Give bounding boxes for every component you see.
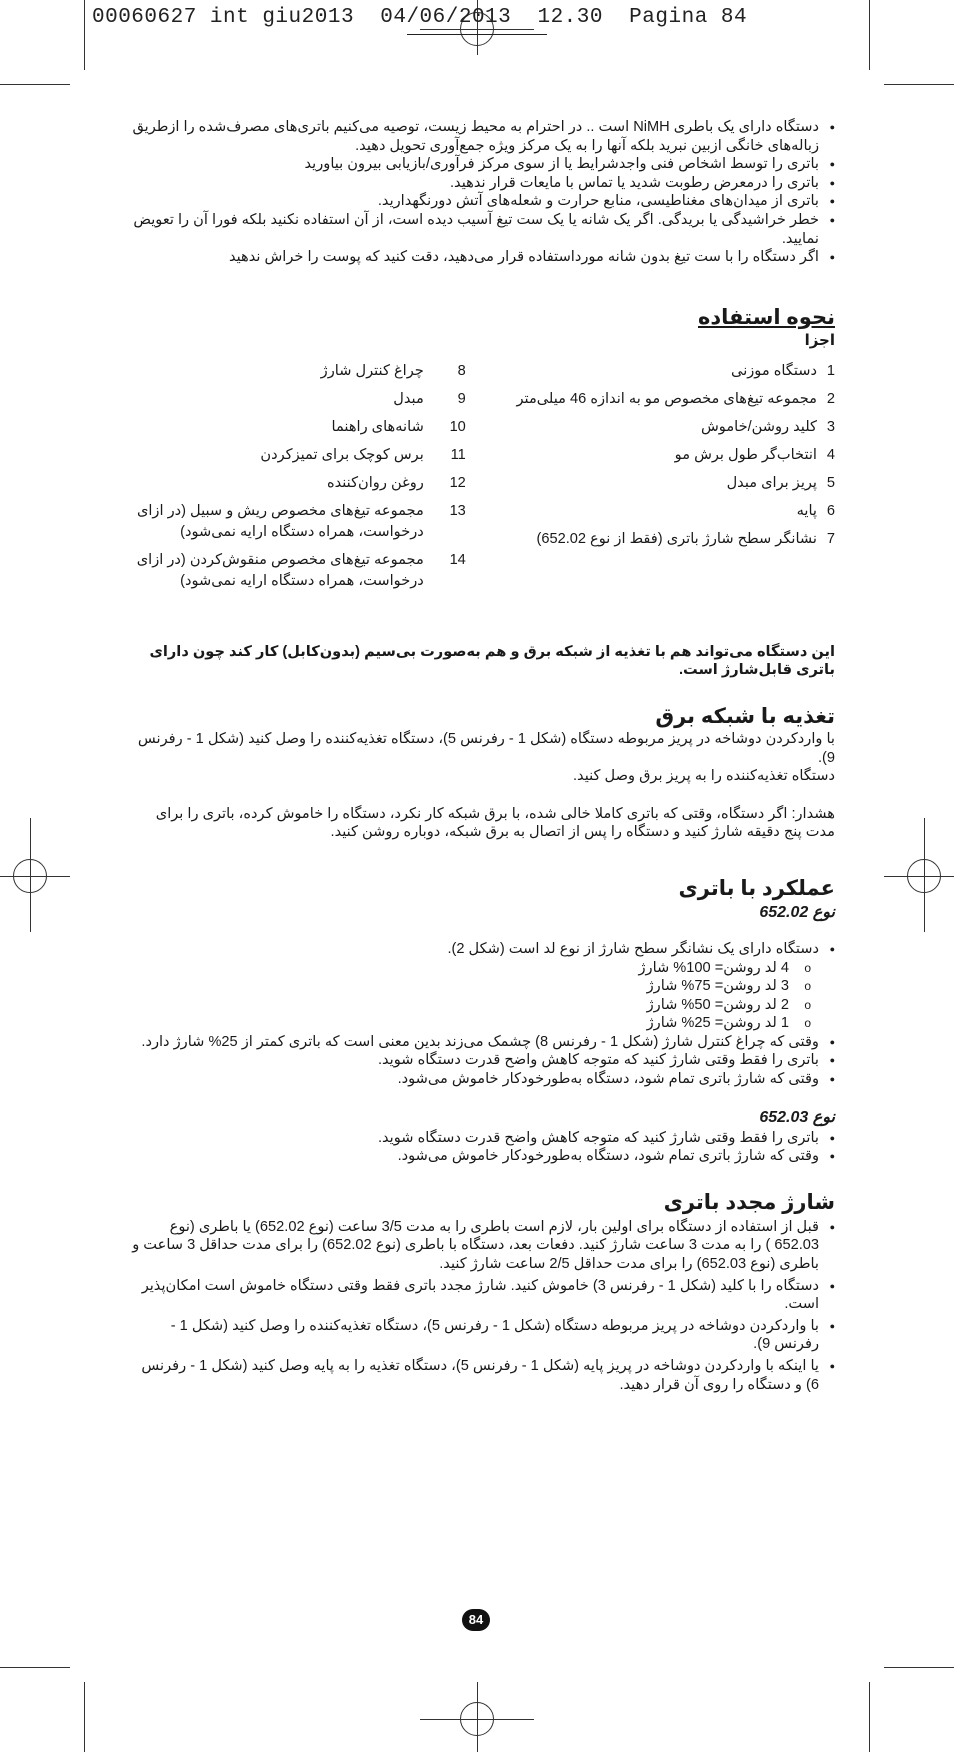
crop-mark	[884, 84, 954, 85]
part-label: مجموعه تیغ‌های مخصوص ریش و سبیل (در ازای درخواست، همراه دستگاه ارایه نمی‌شود)	[136, 502, 424, 540]
model-label: نوع 652.02	[759, 903, 835, 921]
part-number: 10	[449, 418, 466, 435]
part-number: 4	[826, 446, 835, 463]
battery-bullets-continued	[125, 1033, 835, 1089]
list-item: ● باتری را فقط وقتی شارژ کنید که متوجه کاهش واضح قدرت دستگاه شوید.	[125, 1051, 835, 1070]
parts-title: اجزا	[804, 331, 835, 349]
part-label: برس کوچک برای تمیزکردن	[260, 446, 424, 463]
part-item	[125, 445, 466, 466]
part-item	[125, 361, 466, 382]
section-title-battery: عملکرد با باتری	[678, 876, 835, 900]
part-item	[494, 501, 835, 522]
list-item: ● باتری را درمعرض رطوبت شدید یا تماس با مایعات قرار ندهید.	[125, 174, 835, 193]
part-number: 7	[826, 530, 835, 547]
part-item	[494, 445, 835, 466]
part-item	[494, 361, 835, 382]
part-number: 13	[449, 502, 466, 519]
list-item: ● یا اینکه با واردکردن دوشاخه در پریز پایه (شکل 1 - رفرنس 5)، دستگاه تغذیه را به پایه وصل کنید (شکل 1 - رفرنس 6) و دستگاه را روی آن قرار دهید.	[125, 1357, 835, 1394]
led-level-item: o 1 لد روشن= 25% شارژ	[125, 1014, 835, 1033]
list-item: ● وقتی که چراغ کنترل شارژ (شکل 1 - رفرنس 8) چشمک می‌زند بدین معنی است که باتری کمتر از 25% شارژ دارد.	[125, 1033, 835, 1052]
paragraph: دستگاه تغذیه‌کننده را به پریز برق وصل کنید.	[573, 768, 835, 785]
list-item: ● باتری از میدان‌های مغناطیسی، منابع حرارت و شعله‌های آتش دورنگهدارید.	[125, 192, 835, 211]
parts-column-right	[494, 361, 835, 599]
list-item: ● اگر دستگاه را با ست تیغ بدون شانه مورداستفاده قرار می‌دهید، دقت کنید که پوست را خراش ندهید	[125, 248, 835, 267]
list-item: ● دستگاه دارای یک نشانگر سطح شارژ از نوع لد است (شکل 2).	[125, 940, 835, 959]
crop-mark	[884, 1667, 954, 1668]
list-item: ● باتری را توسط اشخاص فنی واجدشرایط یا از سوی مرکز فرآوری/بازیابی بیرون بیاورید	[125, 155, 835, 174]
part-number: 11	[450, 446, 466, 463]
slug-underline	[407, 34, 547, 35]
part-label: نشانگر سطح شارژ باتری (فقط از نوع 652.02)	[536, 530, 817, 547]
part-number: 12	[449, 474, 466, 491]
part-number: 9	[457, 390, 466, 407]
part-number: 3	[826, 418, 835, 435]
part-label: مجموعه تیغ‌های مخصوص منقوش‌کردن (در ازای درخواست، همراه دستگاه ارایه نمی‌شود)	[136, 551, 424, 589]
led-level-item: o 4 لد روشن= 100% شارژ	[125, 959, 835, 978]
part-number: 1	[826, 362, 835, 379]
part-number: 2	[826, 390, 835, 407]
registration-circle	[13, 859, 47, 893]
list-item: ● دستگاه را با کلید (شکل 1 - رفرنس 3) خاموش کنید. شارژ مجدد باتری فقط وقتی دستگاه خاموش است امکان‌پذیر است.	[125, 1277, 835, 1314]
list-item: ● خطر خراشیدگی یا بریدگی. اگر یک شانه یا یک ست تیغ آسیب دیده است، از آن استفاده نکنید بلکه فورا آن را تعویض نمایید.	[125, 211, 835, 248]
list-item: ● وقتی که شارژ باتری تمام شود، دستگاه به‌طورخودکار خاموش می‌شود.	[125, 1147, 835, 1166]
crop-mark	[84, 0, 85, 70]
part-label: کلید روشن/خاموش	[700, 418, 817, 435]
part-label: مجموعه تیغ‌های مخصوص مو به اندازه 46 میلی‌متر	[516, 390, 817, 407]
parts-column-left	[125, 361, 466, 599]
parts-list	[125, 361, 835, 599]
list-item: ● با واردکردن دوشاخه در پریز مربوطه دستگاه (شکل 1 - رفرنس 5)، دستگاه تغذیه‌کننده را وصل کنید (شکل 1 - رفرنس 9).	[125, 1317, 835, 1354]
part-label: انتخاب‌گر طول برش مو	[674, 446, 817, 463]
registration-circle	[460, 1702, 494, 1736]
registration-circle	[907, 859, 941, 893]
part-label: چراغ کنترل شارژ	[320, 362, 424, 379]
led-level-item: o 3 لد روشن= 75% شارژ	[125, 977, 835, 996]
part-item	[494, 473, 835, 494]
warning-paragraph: هشدار: اگر دستگاه، وقتی که باتری کاملا خالی شده، با برق شبکه کار نکرد، دستگاه را خاموش کرده، باتری را برای مدت پنج دقیقه شارژ کنید و دستگاه را پس از اتصال به برق شبکه، دوباره روشن کنید.	[155, 805, 835, 841]
part-item	[494, 417, 835, 438]
model-label: نوع 652.03	[759, 1108, 835, 1126]
list-item: ● دستگاه دارای یک باطری NiMH است .. در احترام به محیط زیست، توصیه می‌کنیم باتری‌های مصرف‌شده را ازطریق زباله‌های خانگی ازبین نبرید بلکه آنها را به یک مرکز ویژه جمع‌آوری تحویل دهید.	[125, 118, 835, 155]
printer-slug: 00060627 int giu2013 04/06/2013 12.30 Pagina 84	[92, 6, 748, 29]
part-item	[494, 529, 835, 550]
part-number: 6	[826, 502, 835, 519]
part-item	[125, 501, 466, 543]
crop-mark	[869, 0, 870, 70]
led-level-item: o 2 لد روشن= 50% شارژ	[125, 996, 835, 1015]
part-label: پایه	[796, 502, 817, 519]
part-number: 5	[826, 474, 835, 491]
part-number: 14	[449, 551, 466, 568]
part-label: شانه‌های راهنما	[331, 418, 424, 435]
led-levels	[125, 959, 835, 1033]
part-item	[494, 389, 835, 410]
part-label: دستگاه موزنی	[731, 362, 817, 379]
part-label: مبدل	[393, 390, 424, 407]
battery-bullets-model2	[125, 1129, 835, 1166]
part-number: 8	[457, 362, 466, 379]
list-item: ● باتری را فقط وقتی شارژ کنید که متوجه کاهش واضح قدرت دستگاه شوید.	[125, 1129, 835, 1148]
section-title-mains: تغذیه با شبکه برق	[655, 704, 835, 728]
page-number: 84	[462, 1609, 490, 1631]
part-item	[125, 389, 466, 410]
paragraph: با واردکردن دوشاخه در پریز مربوطه دستگاه (شکل 1 - رفرنس 5)، دستگاه تغذیه‌کننده را وصل کنید (شکل 1 - رفرنس 9).	[137, 730, 835, 766]
list-item: ● قبل از استفاده از دستگاه برای اولین بار، لازم است باطری را به مدت 3/5 ساعت (نوع 652.02) یا باطری (نوع 652.03 ) را به مدت 3 ساعت شارژ کنید. دفعات بعد، دستگاه با باطری (نوع 652.02) را برای مدت حداقل 3 ساعت و باطری (نوع 652.03) را برای مدت حداقل 2/5 ساعت شارژ کنید.	[125, 1218, 835, 1274]
crop-mark	[84, 1682, 85, 1752]
battery-bullets	[125, 940, 835, 959]
crop-mark	[0, 1667, 70, 1668]
crop-mark	[869, 1682, 870, 1752]
part-item	[125, 550, 466, 592]
section-title-usage: نحوه استفاده	[697, 305, 835, 329]
part-label: پریز برای مبدل	[726, 474, 817, 491]
page-content	[125, 118, 835, 1394]
list-item: ● وقتی که شارژ باتری تمام شود، دستگاه به‌طورخودکار خاموش می‌شود.	[125, 1070, 835, 1089]
part-item	[125, 417, 466, 438]
crop-mark	[0, 84, 70, 85]
part-item	[125, 473, 466, 494]
safety-bullets	[125, 118, 835, 267]
intro-paragraph: این دستگاه می‌تواند هم با تغذیه از شبکه برق و هم به‌صورت بی‌سیم (بدون‌کابل) کار کند چون دارای باتری قابل‌شارژ است.	[149, 643, 835, 679]
recharge-bullets	[125, 1218, 835, 1394]
section-title-recharge: شارژ مجدد باتری	[663, 1190, 835, 1214]
part-label: روغن روان‌کننده	[326, 474, 424, 491]
